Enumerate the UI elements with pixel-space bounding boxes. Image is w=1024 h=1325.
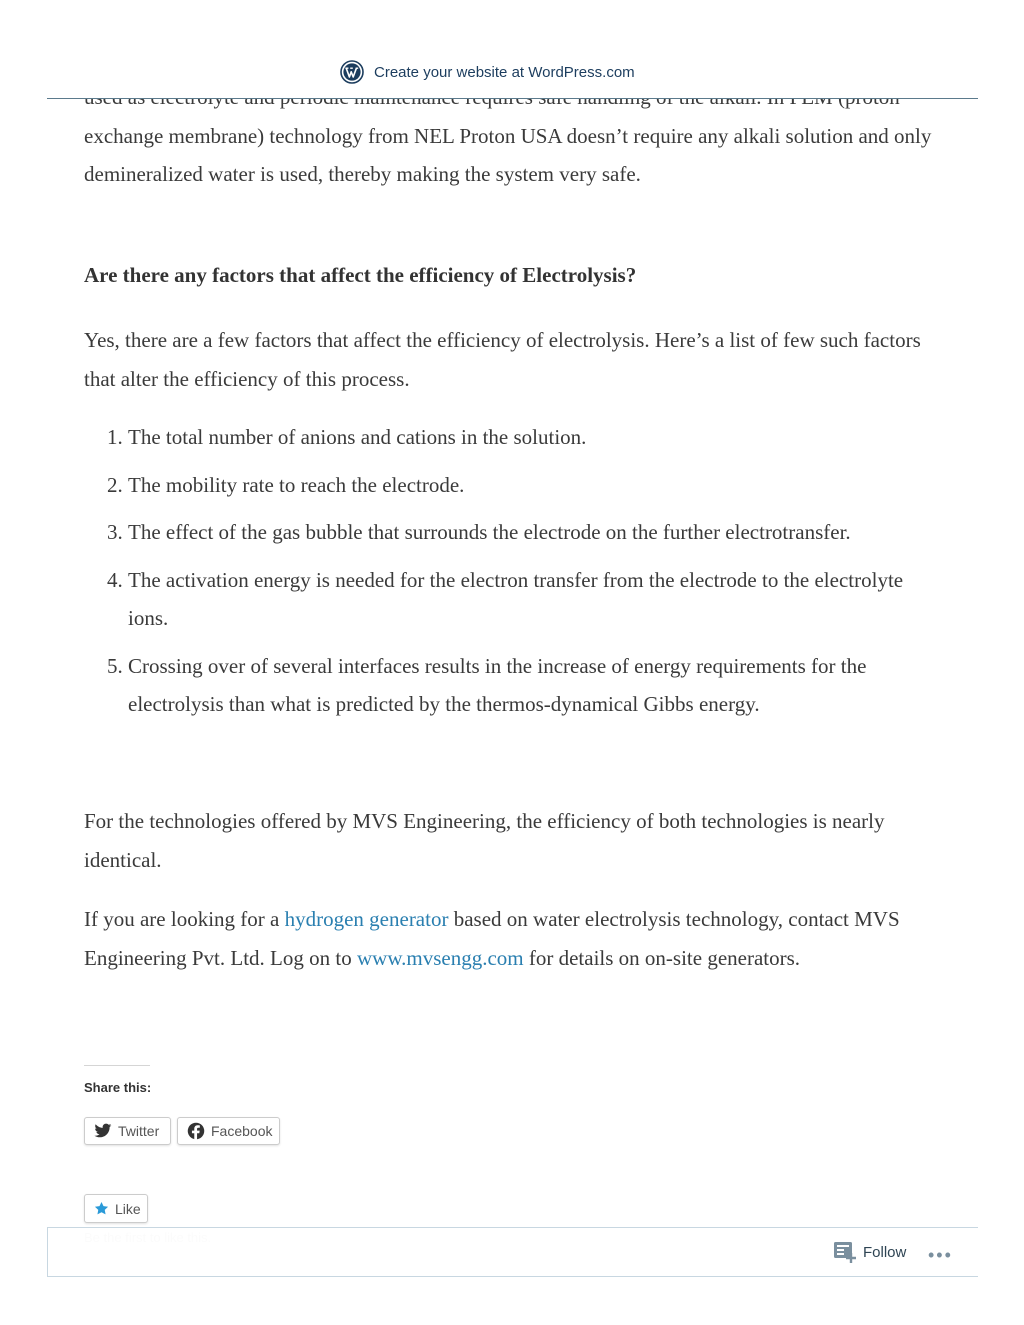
list-item: 5. Crossing over of several interfaces results in the increase of energy requirements for the electrolysis than what is predicted by the thermos-dynamical Gibbs energy. (128, 647, 948, 724)
follow-label: Follow (863, 1243, 907, 1261)
reader-follow-icon (833, 1241, 857, 1263)
twitter-label: Twitter (118, 1123, 160, 1139)
share-divider (84, 1065, 150, 1066)
intro-paragraph: exchange membrane) technology from NEL Proton USA doesn’t require any alkali solution and only demineralized water is used, thereby making the system very safe. (84, 123, 932, 186)
twitter-icon (94, 1123, 112, 1139)
facebook-icon (187, 1122, 205, 1140)
answer-paragraph: Yes, there are a few factors that affect the efficiency of electrolysis. Here’s a list of few such factors that alter the efficiency of this process. (84, 328, 921, 391)
wordpress-banner (0, 0, 1024, 98)
contact-text: for details on on-site generators. (523, 945, 801, 970)
list-item: 3. The effect of the gas bubble that surrounds the electrode on the further electrotransfer. (128, 513, 948, 552)
share-title: Share this: (84, 1080, 152, 1095)
star-icon (94, 1201, 109, 1216)
contact-paragraph (84, 900, 944, 977)
wordpress-logo-icon (340, 60, 364, 84)
mvsengg-website-link[interactable]: www.mvsengg.com (356, 945, 524, 970)
like-button[interactable] (84, 1194, 148, 1223)
contact-text: If you are looking for a (84, 907, 285, 931)
list-item: 2. The mobility rate to reach the electrode. (128, 466, 948, 505)
wordpress-banner-link-group[interactable] (340, 60, 635, 84)
contact-text: based on water electrolysis technology, contact MVS Engineering Pvt. Ltd. Log on to (84, 907, 900, 970)
banner-divider (47, 98, 978, 99)
follow-button[interactable] (833, 1241, 906, 1263)
more-options-icon[interactable]: ••• (928, 1245, 953, 1265)
share-facebook-button[interactable] (177, 1117, 280, 1145)
like-label: Like (115, 1200, 141, 1217)
create-website-link[interactable]: Create your website at WordPress.com (374, 63, 635, 81)
factors-list (84, 418, 948, 733)
list-item: 1. The total number of anions and cations in the solution. (128, 418, 948, 457)
hydrogen-generator-link[interactable]: hydrogen generator (284, 907, 449, 931)
question-heading: Are there any factors that affect the efficiency of Electrolysis? (84, 263, 637, 287)
share-twitter-button[interactable] (84, 1117, 171, 1145)
list-item: 4. The activation energy is needed for the electron transfer from the electrode to the electrolyte ions. (128, 561, 948, 638)
efficiency-paragraph: For the technologies offered by MVS Engineering, the efficiency of both technologies is nearly identical. (84, 809, 885, 872)
facebook-label: Facebook (211, 1123, 273, 1139)
